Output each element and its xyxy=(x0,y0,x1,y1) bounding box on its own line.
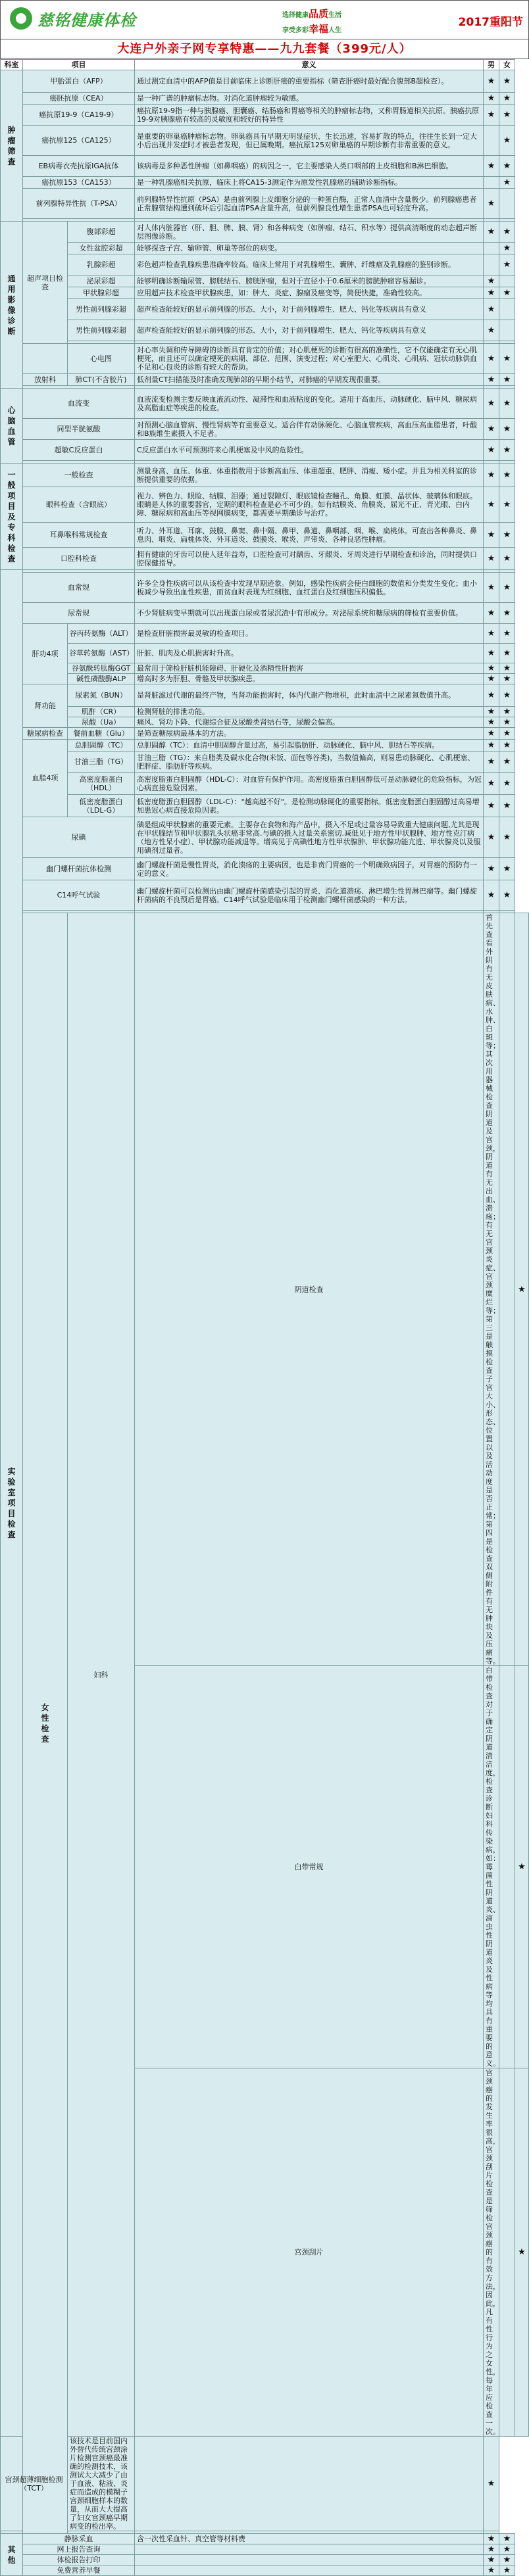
meaning-cell: 能够探查子宫、输卵管、卵巢等部位的病变。 xyxy=(135,243,484,254)
male-star-cell: ★ xyxy=(484,487,499,523)
female-star-cell: ★ xyxy=(499,2555,515,2565)
meaning-cell: 总胆固醇（TC）：血清中胆固醇含量过高，易引起脂肪肝、动脉硬化、脑中风、胆结石等疾病。 xyxy=(135,740,484,751)
table-row xyxy=(1,156,529,177)
table-header-row xyxy=(1,60,529,70)
meaning-cell: 彩色超声检查乳腺疾患准确率较高。临床上常用于对乳腺增生、囊肿、纤维瘤及乳腺癌的鉴别诊断。 xyxy=(135,254,484,275)
meaning-cell: C反应蛋白水平可预测将来心肌梗塞及中风的危险性。 xyxy=(135,440,484,461)
male-star-cell: ★ xyxy=(484,858,499,880)
female-star-cell xyxy=(499,320,515,341)
female-star-cell: ★ xyxy=(499,70,515,93)
female-star-cell: ★ xyxy=(499,126,515,156)
table-row xyxy=(1,344,529,374)
male-star-cell: ★ xyxy=(484,773,499,795)
meaning-cell: 前列腺特异性抗原（PSA）是由前列腺上皮细胞分泌的一种蛋白酶，正常人血清中含量极少。前列腺癌患者正常腺管结构遭到破坏后引起血清PSA含量升高，但前列腺良性增生患者PSA也可轻度升高。 xyxy=(135,189,484,219)
item-cell: 口腔科检查 xyxy=(23,548,135,570)
category-cell: 肿瘤筛查 xyxy=(1,70,23,222)
meaning-cell: 肝脏、肌肉及心肌损害时升高。 xyxy=(135,644,484,663)
table-row xyxy=(1,523,529,548)
meaning-cell: 宫颈癌的发生率很高，宫颈刮片检查是筛检宫颈癌的有效方法，因此，凡有性行为之女性，每年应检查一次。 xyxy=(484,2068,499,2437)
male-star-cell: ★ xyxy=(484,419,499,440)
male-star-cell: ★ xyxy=(484,817,499,858)
item-cell: 低密度脂蛋白（LDL-G） xyxy=(68,795,135,817)
female-star-cell: ★ xyxy=(499,156,515,177)
female-star-cell: ★ xyxy=(499,684,515,707)
meaning-cell: 是一种乳腺癌相关抗原，临床上将CA15-3测定作为原发性乳腺癌的辅助诊断指标。 xyxy=(135,177,484,189)
meaning-cell: 是检查肝脏损害最灵敏的检查项目。 xyxy=(135,624,484,644)
male-star-cell: ★ xyxy=(484,299,499,320)
brand-name: 慈铭健康体检 xyxy=(38,11,136,30)
male-star-cell: ★ xyxy=(484,880,499,911)
female-star-cell: ★ xyxy=(499,105,515,126)
meaning-cell: 高密度脂蛋白胆固醇（HDL-C）：对血管有保护作用。高密度脂蛋白胆固醇低可是动脉硬化的危险指标，为冠心病直接危险因素。 xyxy=(135,773,484,795)
subgroup-cell: 超声项目检查 xyxy=(23,222,68,344)
meaning-cell: 增高时多为肝胆、骨骼及甲状腺疾患。 xyxy=(135,674,484,684)
table-row xyxy=(1,464,529,487)
female-star-cell: ★ xyxy=(499,573,515,603)
item-cell: 白带常规 xyxy=(135,1666,484,2068)
category-cell: 心脑血管 xyxy=(1,389,23,464)
item-cell: 女性盆腔彩超 xyxy=(68,243,135,254)
male-star-cell: ★ xyxy=(484,674,499,684)
table-row xyxy=(1,2534,529,2544)
table-row xyxy=(1,913,529,1666)
meaning-cell: 拥有健康的牙齿可以使人延年益寿，口腔检查可对龋齿、牙龈炎、牙周炎进行早期检查和诊治，同时提供口腔保健指导。 xyxy=(135,548,484,570)
slogan-line-1: 选择健康品质生活 xyxy=(282,8,342,20)
meaning-cell xyxy=(135,2555,484,2565)
male-star-cell xyxy=(484,177,499,189)
table-row xyxy=(1,70,529,93)
male-star-cell: ★ xyxy=(484,523,499,548)
subgroup-cell: 放射科 xyxy=(23,374,68,386)
female-star-cell: ★ xyxy=(499,287,515,299)
table-row xyxy=(1,487,529,523)
meaning-cell: 甘油三脂（TG）：来自脂类及碳水化合物(米饭、面包等谷类)，当数值偏高，则易患动脉硬化、心肌梗塞、肥胖症、脂肪肝等疾病。 xyxy=(135,751,484,773)
meaning-cell: 碘是组成甲状腺素的重要元素。主要存在食物和海产品中，摄入不足或过量容易导致重大健康问题,尤其是现在甲状腺结节和甲状腺乳头状癌非常高.与碘的摄入过量关系密切.减低见于地方性甲状腺肿、地方性克汀病（地方性呆小症）、甲状腺功能减退等。增高见于高碘性地方性甲状腺肿、甲状腺功能亢进、甲状腺炎以及服用碘剂过量者。 xyxy=(135,817,484,858)
item-cell: 尿碘 xyxy=(23,817,135,858)
item-cell: 阴道检查 xyxy=(135,913,484,1666)
category-cell: 一般项目及专科检查 xyxy=(1,464,23,570)
item-cell: 甲状腺彩超 xyxy=(68,287,135,299)
female-star-cell: ★ xyxy=(515,913,529,1666)
male-star-cell: ★ xyxy=(484,222,499,243)
male-star-cell: ★ xyxy=(484,740,499,751)
table-row xyxy=(1,93,529,105)
female-star-cell: ★ xyxy=(499,222,515,243)
female-star-cell: ★ xyxy=(499,2534,515,2544)
meaning-cell: 幽门螺旋杆菌可以检测出由幽门螺旋杆菌感染引起的胃炎、消化道溃疡、淋巴增生性胃淋巴瘤等。幽门螺旋杆菌病的不良预后是胃癌。C14呼气试验是临床用于检测幽门螺杆菌感染的一种方法。 xyxy=(135,880,484,911)
female-star-cell: ★ xyxy=(499,2544,515,2555)
item-cell: 谷丙转氨酶（ALT） xyxy=(68,624,135,644)
table-row xyxy=(1,2555,529,2565)
col-header-item: 项目 xyxy=(23,60,135,70)
male-star-cell: ★ xyxy=(484,707,499,717)
female-star-cell: ★ xyxy=(499,795,515,817)
table-row xyxy=(1,717,529,728)
female-star-cell: ★ xyxy=(499,2565,515,2576)
female-star-cell: ★ xyxy=(499,663,515,674)
item-cell: 乳腺彩超 xyxy=(68,254,135,275)
female-star-cell: ★ xyxy=(499,419,515,440)
male-star-cell: ★ xyxy=(484,717,499,728)
subgroup-cell: 糖尿病检查 xyxy=(23,728,68,740)
item-cell: 耳鼻喉科常规检查 xyxy=(23,523,135,548)
subgroup-cell: 肾功能 xyxy=(23,684,68,728)
item-cell: 一般检查 xyxy=(23,464,135,487)
male-star-cell: ★ xyxy=(484,2555,499,2565)
item-cell: 碱性磷酸酶ALP xyxy=(68,674,135,684)
category-cell: 通用影像诊断 xyxy=(1,222,23,389)
female-star-cell xyxy=(499,275,515,287)
female-star-cell: ★ xyxy=(499,374,515,386)
male-star-cell xyxy=(484,126,499,156)
female-star-cell: ★ xyxy=(499,624,515,644)
female-star-cell xyxy=(499,299,515,320)
item-cell: 泌尿彩超 xyxy=(68,275,135,287)
meaning-cell: 癌抗原19-9指一种与胰腺癌、胆囊癌、结肠癌和胃癌等相关的肿瘤标志物，又称胃肠道相关抗原。胰癌抗原19-9对胰腺癌有较高的灵敏度和较好的特异性 xyxy=(135,105,484,126)
female-star-cell: ★ xyxy=(499,440,515,461)
female-star-cell: ★ xyxy=(499,817,515,858)
item-cell: 癌抗原153（CA153） xyxy=(23,177,135,189)
table-row xyxy=(1,299,529,320)
male-star-cell: ★ xyxy=(484,440,499,461)
female-star-cell: ★ xyxy=(499,707,515,717)
male-star-cell: ★ xyxy=(484,603,499,624)
male-star-cell: ★ xyxy=(484,2565,499,2576)
item-cell: 高密度脂蛋白（HDL） xyxy=(68,773,135,795)
item-cell: C14呼气试验 xyxy=(23,880,135,911)
meaning-cell: 测量身高、血压、体重、体重指数用于诊断高血压、体重超重、肥胖、消瘦、矮小症。并且为相关科室的诊断提供重要的依据。 xyxy=(135,464,484,487)
meaning-cell: 检测肾脏的排泄功能。 xyxy=(135,707,484,717)
male-star-cell xyxy=(484,254,499,275)
meaning-cell: 血液流变检测主要反映血液流动性、凝滞性和血液粘度的变化。适用于高血压、动脉硬化、脑中风、糖尿病及高脂血症等疾患的检查。 xyxy=(135,389,484,419)
item-cell: 肌酐（CR） xyxy=(68,707,135,717)
male-star-cell xyxy=(499,913,515,1666)
table-row xyxy=(1,287,529,299)
item-cell: 体检报告打印 xyxy=(23,2555,135,2565)
male-star-cell: ★ xyxy=(484,573,499,603)
table-row xyxy=(1,773,529,795)
female-star-cell: ★ xyxy=(499,717,515,728)
item-cell: 眼科检查（含眼底） xyxy=(23,487,135,523)
item-cell: 谷草转氨酶（AST） xyxy=(68,644,135,663)
col-header-meaning: 意义 xyxy=(135,60,484,70)
table-row xyxy=(1,674,529,684)
meaning-cell: 低剂量CT扫描能及时准确发现肺部的早期小结节，对肺癌的早期发现很重要。 xyxy=(135,374,484,386)
item-cell: 尿酸（Ua） xyxy=(68,717,135,728)
col-header-male: 男 xyxy=(484,60,499,70)
female-star-cell: ★ xyxy=(499,487,515,523)
female-star-cell: ★ xyxy=(499,464,515,487)
male-star-cell: ★ xyxy=(484,189,499,219)
table-row xyxy=(1,751,529,773)
male-star-cell: ★ xyxy=(484,663,499,674)
meaning-cell: 该技术是目前国内外替代传统宫颈涂片检测宫颈癌最准确的检测技术，该测试大大减少了由于血液、粘液、炎症而造成的模糊子宫颈细胞样本的数量，从而大大提高了妇女宫颈癌早期病变的检出率。 xyxy=(68,2437,135,2531)
table-row xyxy=(1,389,529,419)
item-cell: 心电图 xyxy=(68,344,135,374)
meaning-cell: 是重要的卵巢癌肿瘤标志物。卵巢癌具有早期无明显症状、生长迅速，容易扩散的特点，往往生长到一定大小后出现并发症时才被患者发现，但已属晚期。癌抗原125对卵巢癌的早期诊断有非常重要的意义。 xyxy=(135,126,484,156)
female-star-cell: ★ xyxy=(499,858,515,880)
table-row xyxy=(1,603,529,624)
package-title: 大连户外亲子网专享特惠——九九套餐（399元/人） xyxy=(0,39,529,59)
female-star-cell: ★ xyxy=(499,344,515,374)
subgroup-cell xyxy=(23,344,68,374)
female-star-cell: ★ xyxy=(484,2437,499,2531)
meaning-cell: 是一种广谱的肿瘤标志物。对消化道肿瘤较为敏感。 xyxy=(135,93,484,105)
checkup-table xyxy=(0,59,529,2576)
male-star-cell: ★ xyxy=(484,287,499,299)
meaning-cell: 含一次性采血针、真空管等材料费 xyxy=(135,2534,484,2544)
item-cell: 男性前列腺彩超 xyxy=(68,320,135,341)
meaning-cell: 能够明确诊断输尿管、膀胱结石、膀胱肿瘤，但对于直径小于0.6厘米的膀胱肿瘤容易漏诊。 xyxy=(135,275,484,287)
table-row xyxy=(1,740,529,751)
festival-label: 2017重阳节 xyxy=(458,16,523,29)
item-cell: 谷氨酰转肽酶GGT xyxy=(68,663,135,674)
meaning-cell: 应用超声技术检查甲状腺疾患，如：肿大、炎症、腺瘤及癌变等，简便快捷，准确性较高。 xyxy=(135,287,484,299)
table-row xyxy=(1,624,529,644)
male-star-cell: ★ xyxy=(484,374,499,386)
male-star-cell: ★ xyxy=(484,624,499,644)
item-cell: 超敏C反应蛋白 xyxy=(23,440,135,461)
male-star-cell: ★ xyxy=(484,2534,499,2544)
female-star-cell xyxy=(499,189,515,219)
table-row xyxy=(1,707,529,717)
table-row xyxy=(1,644,529,663)
item-cell: 腹部彩超 xyxy=(68,222,135,243)
category-cell: 其他 xyxy=(1,2534,23,2576)
slogan-line-2: 享受多彩幸福人生 xyxy=(282,23,342,35)
item-cell: 男性前列腺彩超 xyxy=(68,299,135,320)
meaning-cell: 该病毒是多种恶性肿瘤（如鼻咽癌）的病因之一，它主要感染人类口咽部的上皮细胞和B淋巴细胞。 xyxy=(135,156,484,177)
female-star-cell: ★ xyxy=(515,1666,529,2068)
male-star-cell: ★ xyxy=(484,548,499,570)
meaning-cell: 视力、辨色力、眼睑、结膜、泪器；通过裂隙灯、眼底镜检查瞳孔、角膜、虹膜、晶状体、玻璃体和眼底。眼睛是人体的重要器官，定期的眼科检查是必不可少的。如有结膜炎、角膜炎、屈光不正、青光眼、白内障、糖尿病和高血压等视网膜病变，都需要早期确诊与治疗。 xyxy=(135,487,484,523)
table-row xyxy=(1,817,529,858)
item-cell: 前列腺特异性抗（T-PSA） xyxy=(23,189,135,219)
item-cell: 同型半胱氨酸 xyxy=(23,419,135,440)
female-star-cell: ★ xyxy=(499,644,515,663)
item-cell: 幽门螺杆菌抗体检测 xyxy=(23,858,135,880)
male-star-cell: ★ xyxy=(484,389,499,419)
table-row xyxy=(1,222,529,243)
item-cell: 血流变 xyxy=(23,389,135,419)
item-cell: 网上报告查询 xyxy=(23,2544,135,2555)
table-row xyxy=(1,105,529,126)
item-cell: 癌胚抗原（CEA） xyxy=(23,93,135,105)
table-row xyxy=(1,728,529,740)
meaning-cell: 超声检查能较好的显示前列腺的形态、大小，对于前列腺增生、肥大、钙化等疾病具有意义 xyxy=(135,299,484,320)
male-star-cell: ★ xyxy=(484,795,499,817)
male-star-cell: ★ xyxy=(484,93,499,105)
item-cell: 甘油三脂（TG） xyxy=(68,751,135,773)
female-star-cell: ★ xyxy=(499,728,515,740)
meaning-cell: 首先查看外阴有无皮肤病、水肿、白斑等；其次用器械检查阴道及宫颈，阴道有无出血、溃疡；有无宫颈炎症、宫颈糜烂等；第三是触摸检查子宫大小、形态、位置以及活动度是否正常；第四是检查双侧附件有无肿块及压痛等。 xyxy=(484,913,499,1666)
meaning-cell: 许多全身性疾病可以从该检查中发现早期迹象。例如，感染性疾病会使白细胞的数值和分类发生变化；血小板减少导致出血性疾患，而贫血时表现为红细胞、血红蛋白及红细胞压积偏低。 xyxy=(135,573,484,603)
table-row xyxy=(1,440,529,461)
table-row xyxy=(1,374,529,386)
item-cell: 尿常规 xyxy=(23,603,135,624)
meaning-cell: 低密度脂蛋白胆固醇（LDL-C）："越高越不好"。是检测动脉硬化的重要指标。低密度脂蛋白胆固醇过高易增加患冠心病直接危险因素。 xyxy=(135,795,484,817)
col-header-category: 科室 xyxy=(1,60,23,70)
brand-logo-icon xyxy=(10,7,32,30)
table-row xyxy=(1,275,529,287)
female-star-cell: ★ xyxy=(499,548,515,570)
item-cell: 总胆固醇（TC） xyxy=(68,740,135,751)
item-cell: 尿素氮（BUN） xyxy=(68,684,135,707)
male-star-cell: ★ xyxy=(484,70,499,93)
female-star-cell: ★ xyxy=(499,177,515,189)
female-star-cell: ★ xyxy=(499,603,515,624)
category-cell: 实验室项目检查 xyxy=(1,570,23,2437)
table-row xyxy=(1,663,529,674)
male-star-cell: ★ xyxy=(484,156,499,177)
table-row xyxy=(1,419,529,440)
meaning-cell: 是筛查糖尿病最基本的方法。 xyxy=(135,728,484,740)
meaning-cell: 超声检查能较好的显示前列腺的形态、大小，对于前列腺增生、肥大、钙化等疾病具有意义 xyxy=(135,320,484,341)
table-row xyxy=(1,2437,529,2531)
item-cell: 癌抗原19-9（CA19-9） xyxy=(23,105,135,126)
col-header-female: 女 xyxy=(499,60,515,70)
male-star-cell xyxy=(135,2437,484,2531)
category-cell: 女性检查 xyxy=(23,913,68,2534)
meaning-cell: 幽门螺旋杆菌是慢性胃炎，消化溃疡的主要病因，也是非贲门胃癌的一个明确致病因子，对胃癌的预防有一定的意义。 xyxy=(135,858,484,880)
male-star-cell: ★ xyxy=(484,320,499,341)
female-star-cell: ★ xyxy=(499,93,515,105)
female-star-cell: ★ xyxy=(499,880,515,911)
meaning-cell: 对预测心脑血管病、慢性肾病等有重要意义。适合伴有动脉硬化、心脑血管疾病，高血压高血脂患者，叶酸和B族维生素摄入不足者。 xyxy=(135,419,484,440)
table-row xyxy=(1,795,529,817)
female-star-cell: ★ xyxy=(499,254,515,275)
meaning-cell: 对人体内脏器官（肝、胆、脾、胰、肾）和各种病变（如肿瘤、结石、积水等）提供高清晰度的动态超声断层图像诊断。 xyxy=(135,222,484,243)
subgroup-cell: 血脂4项 xyxy=(23,740,68,817)
meaning-cell: 最常用于筛检肝脏机能障碍、肝硬化及酒精性肝损害 xyxy=(135,663,484,674)
female-star-cell: ★ xyxy=(499,243,515,254)
item-cell: 癌抗原125（CA125） xyxy=(23,126,135,156)
male-star-cell: ★ xyxy=(484,275,499,287)
female-star-cell: ★ xyxy=(499,751,515,773)
male-star-cell xyxy=(499,1666,515,2068)
male-star-cell: ★ xyxy=(484,728,499,740)
item-cell: 宫颈刮片 xyxy=(135,2068,484,2437)
male-star-cell: ★ xyxy=(484,105,499,126)
table-row xyxy=(1,2565,529,2576)
male-star-cell xyxy=(484,243,499,254)
meaning-cell: 听力、外耳道、耳廓、鼓膜、鼻窦、鼻中隔、鼻甲、鼻道、鼻咽部、咽、喉、扁桃体。可查出各种鼻炎、鼻息肉、咽炎、扁桃体炎、外耳道炎、鼓膜炎、喉炎、声带炎、各种良恶性肿瘤。 xyxy=(135,523,484,548)
meaning-cell xyxy=(135,2565,484,2576)
item-cell: 血常规 xyxy=(23,573,135,603)
female-star-cell: ★ xyxy=(499,773,515,795)
male-star-cell: ★ xyxy=(484,751,499,773)
subgroup-cell: 妇科 xyxy=(68,913,135,2437)
subgroup-cell: 肝功4项 xyxy=(23,624,68,684)
item-cell: 静脉采血 xyxy=(23,2534,135,2544)
male-star-cell: ★ xyxy=(484,2544,499,2555)
table-row xyxy=(1,254,529,275)
page-header xyxy=(0,0,529,39)
subgroup-cell: 宫颈超薄细胞检测（TCT） xyxy=(1,2437,68,2531)
meaning-cell: 不少肾脏病变早期就可以出现蛋白尿或者尿沉渣中有形成分。对泌尿系统和糖尿病的筛检有重要价值。 xyxy=(135,603,484,624)
female-star-cell: ★ xyxy=(499,389,515,419)
meaning-cell: 是肾脏滤过代谢的最终产物，当肾功能损害时，体内代谢产物堆积，此时血清中之尿素氮数值升高。 xyxy=(135,684,484,707)
table-row xyxy=(1,880,529,911)
item-cell: 甲胎蛋白（AFP） xyxy=(23,70,135,93)
male-star-cell: ★ xyxy=(484,344,499,374)
item-cell: 肺CT(不含胶片) xyxy=(68,374,135,386)
table-row xyxy=(1,243,529,254)
meaning-cell: 白带检查对于确定阴道清洁度，检查诊断妇科传染病，如：霉菌性阴道炎、滴虫性阴道炎及性病等均具有重要的意义。 xyxy=(484,1666,499,2068)
meaning-cell: 通过测定血清中的AFP值是目前临床上诊断肝癌的重要指标（筛查肝癌时最好配合腹部B超检查）。 xyxy=(135,70,484,93)
table-row xyxy=(1,2544,529,2555)
table-row xyxy=(1,573,529,603)
female-star-cell: ★ xyxy=(499,740,515,751)
item-cell: 免费营养早餐 xyxy=(23,2565,135,2576)
male-star-cell xyxy=(499,2068,515,2437)
meaning-cell xyxy=(135,2544,484,2555)
female-star-cell: ★ xyxy=(499,523,515,548)
female-star-cell: ★ xyxy=(515,2068,529,2437)
table-row xyxy=(1,320,529,341)
male-star-cell: ★ xyxy=(484,684,499,707)
table-row xyxy=(1,126,529,156)
meaning-cell: 对心率失调和传导障碍的诊断具有肯定的价值；对心肌梗死的诊断有很高的准确性，它不仅能确定有无心肌梗死，而且还可以确定梗死的病期、部位、范围、演变过程；对心室肥大、心肌炎、心肌病、冠状动脉供血不足和心包炎的诊断有较大的帮助。 xyxy=(135,344,484,374)
table-row xyxy=(1,548,529,570)
table-row xyxy=(1,684,529,707)
table-row xyxy=(1,858,529,880)
male-star-cell: ★ xyxy=(484,464,499,487)
table-row xyxy=(1,177,529,189)
table-row xyxy=(1,189,529,219)
item-cell: 餐前血糖（Glu） xyxy=(68,728,135,740)
male-star-cell: ★ xyxy=(484,644,499,663)
female-star-cell: ★ xyxy=(499,674,515,684)
meaning-cell: 痛风、肾功下降、代谢综合征及尿酸类肾结石等，尿酸会偏高。 xyxy=(135,717,484,728)
item-cell: EB病毒衣壳抗原IGA抗体 xyxy=(23,156,135,177)
